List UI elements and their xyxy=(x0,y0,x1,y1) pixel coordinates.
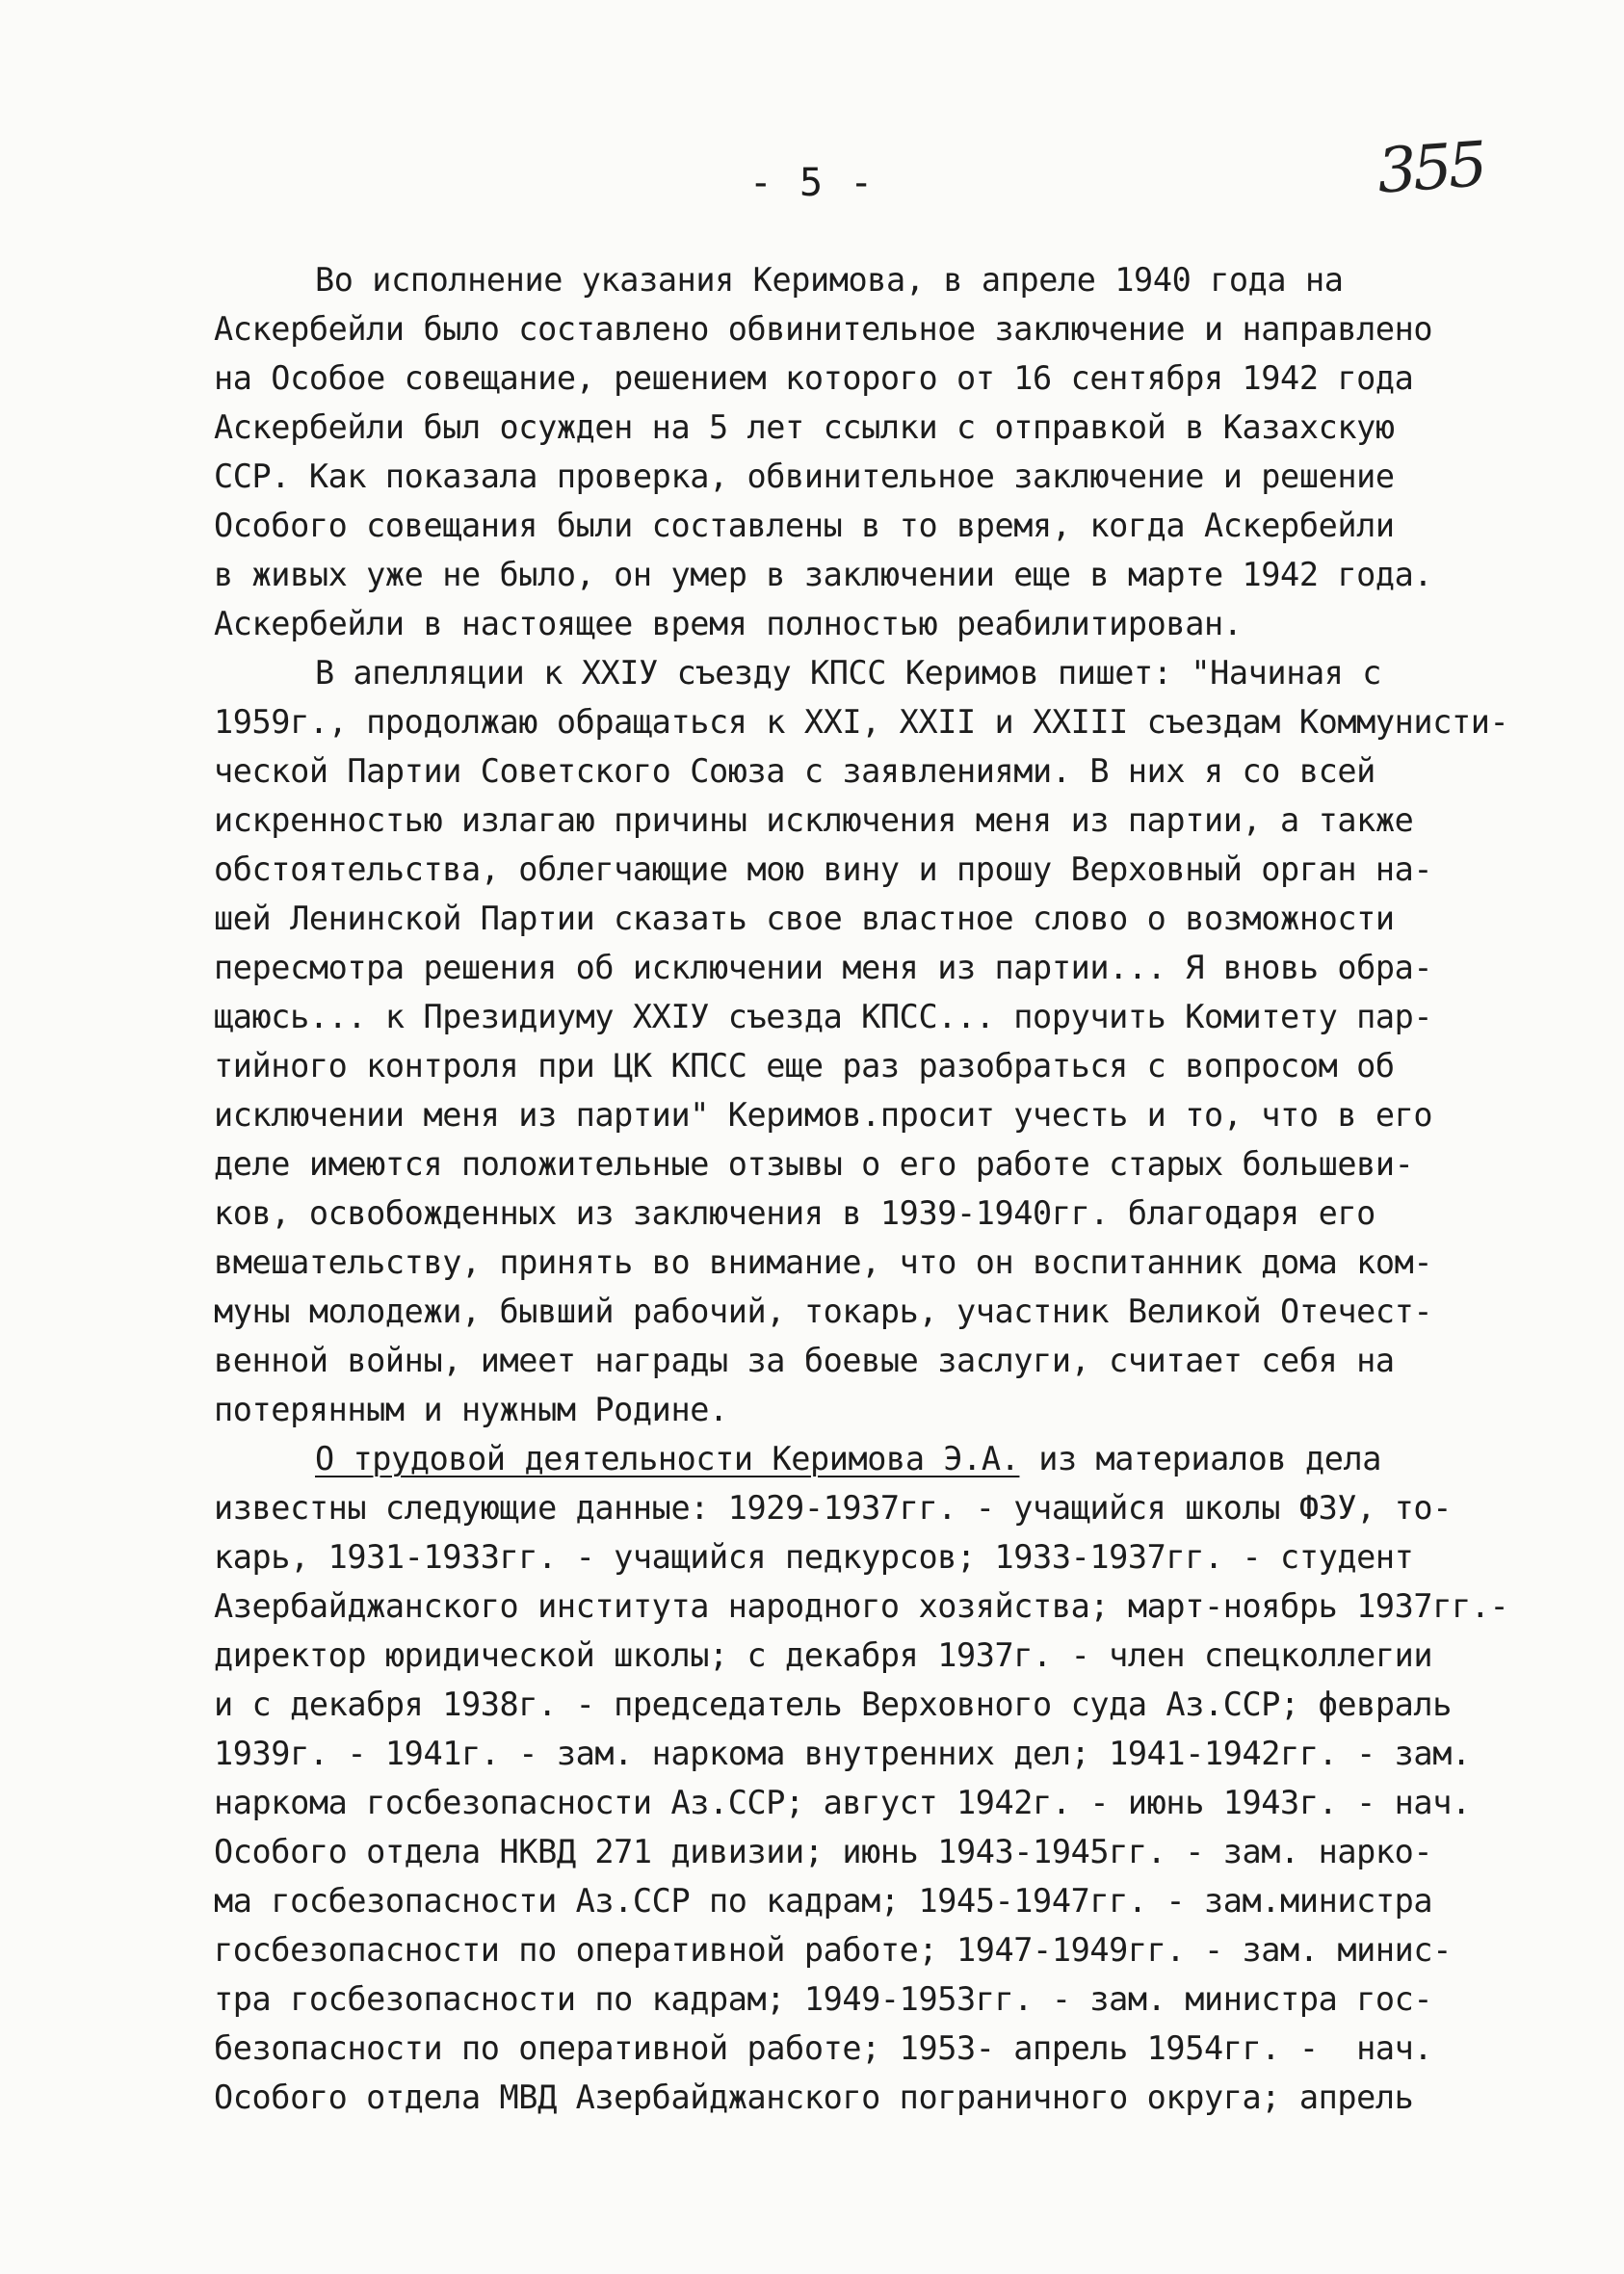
text-line: Особого совещания были составлены в то время, когда Аскербейли xyxy=(214,507,1395,544)
text-line: обстоятельства, облегчающие мою вину и прошу Верховный орган на- xyxy=(214,850,1433,888)
text-line: 1959г., продолжаю обращаться к XXI, XXII и XXIII съездам Коммунисти- xyxy=(214,703,1509,741)
text-line: Аскербейли было составлено обвинительное заключение и направлено xyxy=(214,310,1433,348)
text-line: тийного контроля при ЦК КПСС еще раз разобраться с вопросом об xyxy=(214,1047,1395,1085)
text-line: директор юридической школы; с декабря 1937г. - член спецколлегии xyxy=(214,1636,1433,1674)
text-line: вмешательству, принять во внимание, что он воспитанник дома ком- xyxy=(214,1243,1433,1281)
text-line: безопасности по оперативной работе; 1953- апрель 1954гг. - нач. xyxy=(214,2029,1433,2067)
text-line xyxy=(214,1434,1562,1483)
text-line: и с декабря 1938г. - председатель Верховного суда Аз.ССР; февраль xyxy=(214,1686,1452,1723)
text-line: деле имеются положительные отзывы о его работе старых большеви- xyxy=(214,1145,1414,1183)
text-line: Азербайджанского института народного хозяйства; март-ноябрь 1937гг.- xyxy=(214,1587,1509,1625)
text-line: шей Ленинской Партии сказать свое властное слово о возможности xyxy=(214,900,1395,937)
text-line: пересмотра решения об исключении меня из партии... Я вновь обра- xyxy=(214,949,1433,986)
text-line: потерянным и нужным Родине. xyxy=(214,1391,728,1428)
text-line: карь, 1931-1933гг. - учащийся педкурсов; 1933-1937гг. - студент xyxy=(214,1538,1414,1576)
paragraph-2 xyxy=(214,648,1562,1434)
text-line: 1939г. - 1941г. - зам. наркома внутренних дел; 1941-1942гг. - зам. xyxy=(214,1735,1471,1772)
text-line: исключении меня из партии" Керимов.просит учесть и то, что в его xyxy=(214,1096,1433,1134)
text-line: госбезопасности по оперативной работе; 1947-1949гг. - зам. минис- xyxy=(214,1931,1452,1969)
text-line: наркома госбезопасности Аз.ССР; август 1942г. - июнь 1943г. - нач. xyxy=(214,1784,1471,1821)
text-line: муны молодежи, бывший рабочий, токарь, участник Великой Отечест- xyxy=(214,1293,1433,1330)
section-heading: О трудовой деятельности Керимова Э.А. xyxy=(315,1440,1020,1477)
text-span: из материалов дела xyxy=(1019,1440,1382,1477)
text-line: ческой Партии Советского Союза с заявлениями. В них я со всей xyxy=(214,752,1375,790)
document-body xyxy=(214,255,1562,2122)
handwritten-archive-number: 355 xyxy=(1375,129,1486,208)
text-line: Во исполнение указания Керимова, в апреле 1940 года на xyxy=(315,261,1344,299)
text-line: искренностью излагаю причины исключения меня из партии, а также xyxy=(214,801,1414,839)
text-line: ма госбезопасности Аз.ССР по кадрам; 1945-1947гг. - зам.министра xyxy=(214,1882,1433,1920)
text-line: В апелляции к XXIУ съезду КПСС Керимов пишет: "Начиная с xyxy=(315,654,1382,692)
text-line: Аскербейли был осужден на 5 лет ссылки с отправкой в Казахскую xyxy=(214,408,1395,446)
text-line: в живых уже не было, он умер в заключении еще в марте 1942 года. xyxy=(214,556,1433,593)
paragraph-3 xyxy=(214,1434,1562,2122)
text-line: тра госбезопасности по кадрам; 1949-1953гг. - зам. министра гос- xyxy=(214,1980,1433,2018)
text-line: Особого отдела НКВД 271 дивизии; июнь 1943-1945гг. - зам. нарко- xyxy=(214,1833,1433,1870)
text-line: венной войны, имеет награды за боевые заслуги, считает себя на xyxy=(214,1342,1395,1379)
text-line: на Особое совещание, решением которого от 16 сентября 1942 года xyxy=(214,359,1414,397)
page-number: - 5 - xyxy=(748,161,876,205)
paragraph-1 xyxy=(214,255,1562,648)
text-line: ков, освобожденных из заключения в 1939-1940гг. благодаря его xyxy=(214,1194,1375,1232)
text-line: щаюсь... к Президиуму XXIУ съезда КПСС... поручить Комитету пар- xyxy=(214,998,1433,1035)
text-line: Аскербейли в настоящее время полностью реабилитирован. xyxy=(214,605,1243,642)
text-line: ССР. Как показала проверка, обвинительное заключение и решение xyxy=(214,457,1395,495)
text-line: Особого отдела МВД Азербайджанского пограничного округа; апрель xyxy=(214,2078,1414,2116)
text-line: известны следующие данные: 1929-1937гг. - учащийся школы ФЗУ, то- xyxy=(214,1489,1452,1527)
